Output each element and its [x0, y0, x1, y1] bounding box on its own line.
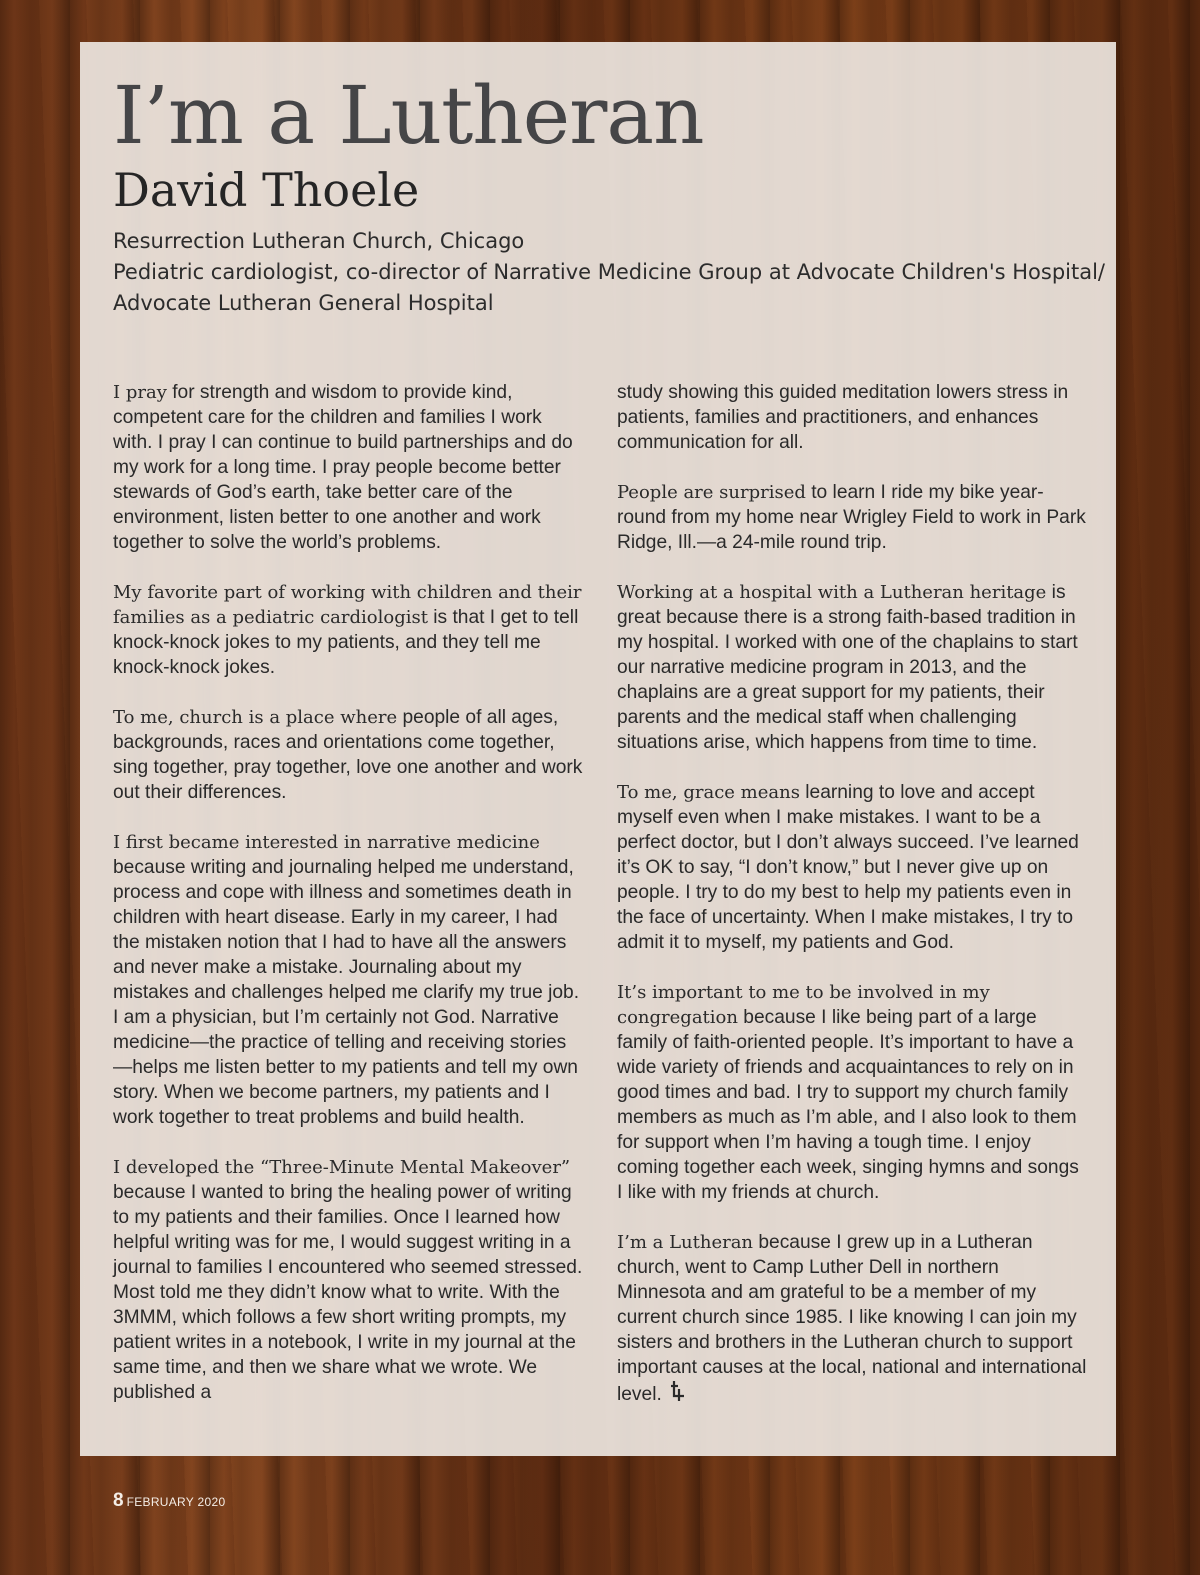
subtitle-line: Resurrection Lutheran Church, Chicago	[113, 229, 525, 253]
page-title: I’m a Lutheran	[113, 69, 704, 162]
paragraph-bike	[617, 480, 1087, 555]
paragraph-study	[617, 380, 1087, 455]
paragraph-prayer	[113, 380, 583, 555]
subtitle-line: Advocate Lutheran General Hospital	[113, 291, 494, 315]
paragraph-lead: To me, grace means	[617, 782, 800, 803]
article-column-right	[617, 380, 1087, 1433]
paragraph-lead: I pray	[113, 382, 167, 403]
profile-subtitle	[113, 226, 1106, 319]
paragraph-lead: I first became interested in narrative medicine	[113, 832, 540, 853]
paragraph-lead: Working at a hospital with a Lutheran heritage	[617, 582, 1047, 603]
paragraph-narrative-medicine	[113, 830, 583, 1130]
paragraph-text: is great because there is a strong faith-based tradition in my hospital. I worked with one of the chaplains to start our narrative medicine program in 2013, and the chaplains are a great support for my patients, their parents and the medical staff when challenging situations arise, which happens from time to time.	[617, 582, 1078, 753]
paragraph-text: people of all ages, backgrounds, races and orientations come together, sing together, pray together, love one another and work out their differences.	[113, 707, 583, 803]
issue-date: FEBRUARY 2020	[126, 1495, 226, 1509]
paragraph-text: for strength and wisdom to provide kind, competent care for the children and families I work with. I pray I can continue to build partnerships and do my work for a long time. I pray people become better stewards of God’s earth, take better care of the environment, listen better to one another and work together to solve the world’s problems.	[113, 382, 573, 553]
paragraph-lead: I’m a Lutheran	[617, 1232, 754, 1253]
profile-name: David Thoele	[113, 163, 420, 217]
paragraph-hospital	[617, 580, 1087, 755]
paragraph-text: to learn I ride my bike year-round from my home near Wrigley Field to work in Park Ridge, Ill.—a 24-mile round trip.	[617, 482, 1086, 553]
paragraph-text: because writing and journaling helped me understand, process and cope with illness and sometimes death in children with heart disease. Early in my career, I had the mistaken notion that I had to have all the answers and never make a mistake. Journaling about my mistakes and challenges helped me clarify my true job. I am a physician, but I’m certainly not God. Narrative medicine—the practice of telling and receiving stories—helps me listen better to my patients and tell my own story. When we become partners, my patients and I work together to treat problems and build health.	[113, 857, 580, 1128]
paragraph-lead: To me, church is a place where	[113, 707, 398, 728]
paragraph-favorite-part	[113, 580, 583, 680]
lutheran-cross-icon	[670, 1380, 686, 1408]
paragraph-grace	[617, 780, 1087, 955]
page-number: 8	[113, 1490, 124, 1511]
paragraph-lead: My favorite part of working with children and their families as a pediatric cardiologist	[113, 582, 582, 628]
paragraph-text: because I grew up in a Lutheran church, went to Camp Luther Dell in northern Minnesota and am grateful to be a member of my current church since 1985. I like knowing I can join my sisters and brothers in the Lutheran church to support important causes at the local, national and international level.	[617, 1232, 1087, 1405]
paragraph-text: because I wanted to bring the healing power of writing to my patients and their families. Once I learned how helpful writing was for me, I would suggest writing in a journal to families I encountered who seemed stressed. Most told me they didn’t know what to write. With the 3MMM, which follows a few short writing prompts, my patient writes in a notebook, I write in my journal at the same time, and then we share what we wrote. We published a	[113, 1182, 583, 1403]
paragraph-church	[113, 705, 583, 805]
paragraph-lead: I developed the “Three-Minute Mental Makeover”	[113, 1157, 571, 1178]
paragraph-congregation	[617, 980, 1087, 1205]
paragraph-text: is that I get to tell knock-knock jokes to my patients, and they tell me knock-knock jokes.	[113, 607, 579, 678]
paragraph-3mmm	[113, 1155, 583, 1405]
paragraph-text: learning to love and accept myself even when I make mistakes. I want to be a perfect doctor, but I don’t always succeed. I’ve learned it’s OK to say, “I don’t know,” but I never give up on people. I try to do my best to help my patients even in the face of uncertainty. When I make mistakes, I try to admit it to myself, my patients and God.	[617, 782, 1079, 953]
paragraph-text: because I like being part of a large family of faith-oriented people. It’s important to have a wide variety of friends and acquaintances to rely on in good times and bad. I try to support my church family members as much as I’m able, and I also look to them for support when I’m having a tough time. I enjoy coming together each week, singing hymns and songs I like with my friends at church.	[617, 1007, 1079, 1203]
paragraph-text: study showing this guided meditation lowers stress in patients, families and practitioners, and enhances communication for all.	[617, 382, 1069, 453]
article-panel	[80, 42, 1116, 1456]
paragraph-lutheran	[617, 1230, 1087, 1408]
article-column-left	[113, 380, 583, 1430]
paragraph-lead: It’s important to me to be involved in my congregation	[617, 982, 990, 1028]
page-footer	[113, 1490, 225, 1512]
paragraph-lead: People are surprised	[617, 482, 806, 503]
subtitle-line: Pediatric cardiologist, co-director of Narrative Medicine Group at Advocate Children's Hospital/	[113, 260, 1106, 284]
